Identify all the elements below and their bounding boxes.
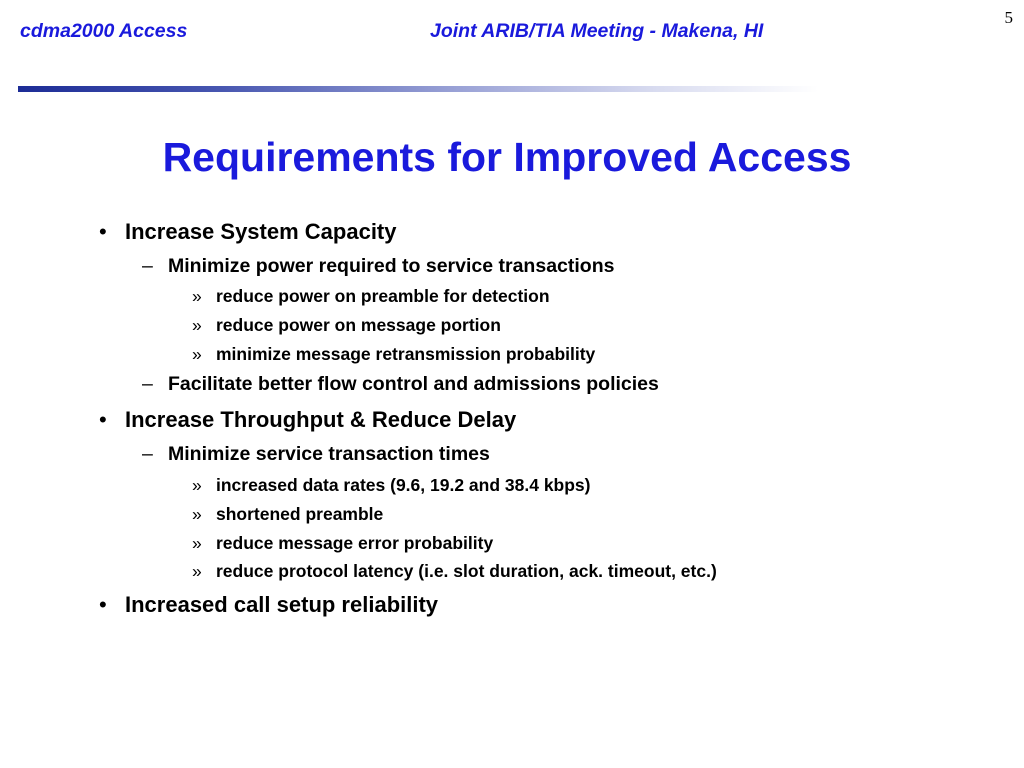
bullet-text: increased data rates (9.6, 19.2 and 38.4 kbps) (216, 475, 591, 495)
guillemet-marker: » (192, 561, 202, 581)
slide-title: Requirements for Improved Access (162, 134, 852, 180)
bullet-text: Increase System Capacity (125, 219, 397, 244)
bullet-text: Increase Throughput & Reduce Delay (125, 407, 517, 432)
bullet-text: shortened preamble (216, 504, 384, 524)
guillemet-marker: » (192, 344, 202, 364)
bullet-text: reduce power on preamble for detection (216, 286, 550, 306)
bullet-text: Increased call setup reliability (125, 592, 439, 617)
bullet-text: Minimize power required to service transactions (168, 255, 615, 277)
bullet-text: Facilitate better flow control and admissions policies (168, 373, 659, 395)
guillemet-marker: » (192, 533, 202, 553)
guillemet-marker: » (192, 504, 202, 524)
header-meeting-name: Joint ARIB/TIA Meeting - Makena, HI (430, 20, 764, 42)
bullet-text: Minimize service transaction times (168, 443, 490, 465)
bullet-text: reduce protocol latency (i.e. slot duration, ack. timeout, etc.) (216, 561, 717, 581)
bullet-marker: • (99, 592, 107, 617)
guillemet-marker: » (192, 475, 202, 495)
bullet-text: minimize message retransmission probability (216, 344, 596, 364)
header-presentation-name: cdma2000 Access (20, 20, 188, 42)
dash-marker: – (142, 443, 153, 465)
header-divider (18, 86, 818, 92)
bullet-marker: • (99, 407, 107, 432)
guillemet-marker: » (192, 286, 202, 306)
dash-marker: – (142, 255, 153, 277)
dash-marker: – (142, 373, 153, 395)
bullet-marker: • (99, 219, 107, 244)
bullet-text: reduce power on message portion (216, 315, 501, 335)
slide-number: 5 (1004, 8, 1013, 27)
guillemet-marker: » (192, 315, 202, 335)
bullet-text: reduce message error probability (216, 533, 494, 553)
